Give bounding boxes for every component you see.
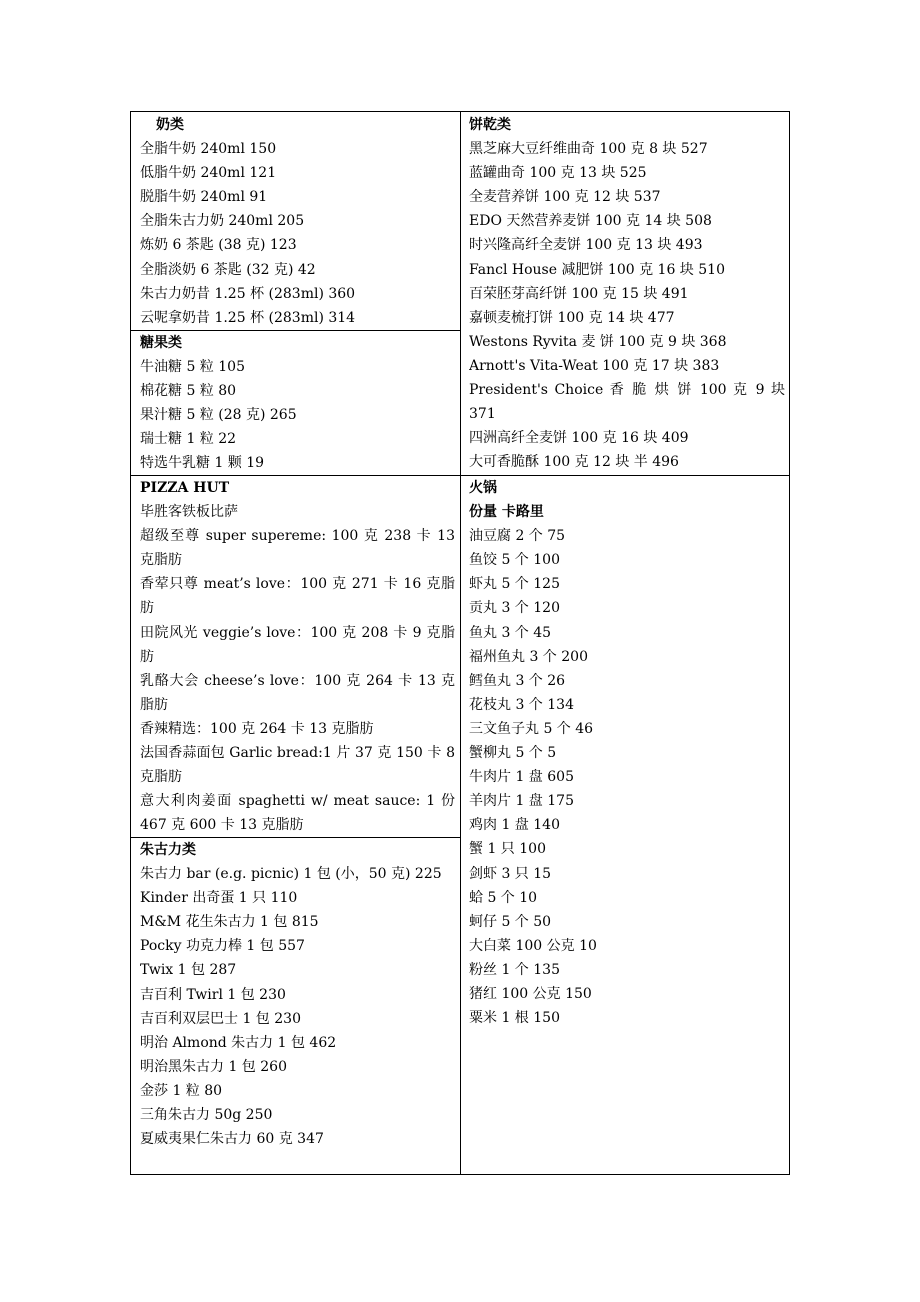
section-chocolate	[140, 838, 455, 1151]
section-hotpot	[469, 476, 785, 1030]
dairy-item: 全脂牛奶 240ml 150	[140, 141, 277, 158]
hotpot-item: 鱼饺 5 个 100	[469, 552, 560, 569]
hotpot-item: 蟹 1 只 100	[469, 841, 546, 858]
hotpot-item: 粟米 1 根 150	[469, 1010, 560, 1027]
hotpot-item: 牛肉片 1 盘 605	[469, 769, 574, 786]
dairy-item: 低脂牛奶 240ml 121	[140, 165, 277, 182]
hotpot-item: 蟹柳丸 5 个 5	[469, 745, 557, 762]
hotpot-item: 粉丝 1 个 135	[469, 961, 560, 978]
chocolate-item: 夏威夷果仁朱古力 60 克 347	[140, 1131, 324, 1148]
chocolate-item: 三角朱古力 50g 250	[140, 1107, 273, 1124]
section-title-pizza: PIZZA HUT	[140, 480, 230, 496]
hotpot-item: 鳕鱼丸 3 个 26	[469, 672, 566, 689]
chocolate-item: 明治黑朱古力 1 包 260	[140, 1058, 287, 1075]
pizza-item: 香辣精选：100 克 264 卡 13 克脂肪	[140, 720, 374, 737]
chocolate-item: 朱古力 bar (e.g. picnic) 1 包 (小，50 克) 225	[140, 866, 442, 883]
section-pizza	[140, 476, 455, 837]
chocolate-item: M&M 花生朱古力 1 包 815	[140, 914, 319, 931]
section-candy	[140, 331, 455, 476]
section-title-chocolate: 朱古力类	[140, 842, 196, 858]
section-title-biscuits: 饼乾类	[469, 117, 511, 133]
candy-item: 瑞士糖 1 粒 22	[140, 431, 237, 448]
pizza-subtitle: 毕胜客铁板比萨	[140, 504, 238, 521]
biscuit-item: 大可香脆酥 100 克 12 块 半 496	[469, 454, 679, 471]
biscuit-item: Fancl House 减肥饼 100 克 16 块 510	[469, 261, 725, 278]
chocolate-item: Twix 1 包 287	[140, 962, 237, 979]
biscuit-item: President's Choice 香 脆 烘 饼 100 克 9 块 371	[469, 382, 785, 423]
hotpot-item: 福州鱼丸 3 个 200	[469, 648, 588, 665]
column-divider	[460, 112, 461, 1174]
chocolate-item: 明治 Almond 朱古力 1 包 462	[140, 1034, 337, 1051]
hotpot-item: 羊肉片 1 盘 175	[469, 793, 574, 810]
biscuit-item: 时兴隆高纤全麦饼 100 克 13 块 493	[469, 237, 703, 254]
biscuit-item: 四洲高纤全麦饼 100 克 16 块 409	[469, 430, 689, 447]
biscuit-item: Westons Ryvita 麦 饼 100 克 9 块 368	[469, 333, 727, 350]
hotpot-item: 花枝丸 3 个 134	[469, 696, 574, 713]
hotpot-item: 猪红 100 公克 150	[469, 985, 592, 1002]
hotpot-item: 剑虾 3 只 15	[469, 865, 552, 882]
biscuit-item: 嘉顿麦梳打饼 100 克 14 块 477	[469, 309, 675, 326]
section-title-hotpot: 火锅	[469, 480, 497, 496]
candy-item: 棉花糖 5 粒 80	[140, 383, 237, 400]
chocolate-item: 金莎 1 粒 80	[140, 1082, 223, 1099]
dairy-item: 全脂朱古力奶 240ml 205	[140, 213, 305, 230]
biscuit-item: 百荣胚芽高纤饼 100 克 15 块 491	[469, 285, 689, 302]
pizza-item: 意大利肉姜面 spaghetti w/ meat sauce: 1 份 467 克 600 卡 13 克脂肪	[140, 793, 455, 834]
hotpot-item: 三文鱼子丸 5 个 46	[469, 720, 594, 737]
hotpot-item: 蛤 5 个 10	[469, 889, 538, 906]
pizza-item: 香荤只尊 meat’s love：100 克 271 卡 16 克脂肪	[140, 576, 455, 617]
hotpot-item: 虾丸 5 个 125	[469, 576, 560, 593]
dairy-item: 炼奶 6 茶匙 (38 克) 123	[140, 237, 297, 254]
biscuit-item: 全麦营养饼 100 克 12 块 537	[469, 189, 661, 206]
pizza-item: 乳酪大会 cheese’s love：100 克 264 卡 13 克脂肪	[140, 672, 455, 713]
pizza-item: 超级至尊 super supereme: 100 克 238 卡 13 克脂肪	[140, 528, 455, 569]
biscuit-item: 蓝罐曲奇 100 克 13 块 525	[469, 165, 647, 182]
hotpot-item: 大白菜 100 公克 10	[469, 937, 597, 954]
dairy-item: 朱古力奶昔 1.25 杯 (283ml) 360	[140, 285, 356, 302]
hotpot-item: 蚵仔 5 个 50	[469, 913, 552, 930]
biscuit-item: EDO 天然营养麦饼 100 克 14 块 508	[469, 213, 712, 230]
chocolate-item: 吉百利双层巴士 1 包 230	[140, 1010, 301, 1027]
section-title-candy: 糖果类	[140, 335, 182, 351]
candy-item: 果汁糖 5 粒 (28 克) 265	[140, 407, 297, 424]
dairy-item: 脱脂牛奶 240ml 91	[140, 189, 268, 206]
dairy-item: 云呢拿奶昔 1.25 杯 (283ml) 314	[140, 309, 356, 326]
pizza-item: 田院风光 veggie’s love：100 克 208 卡 9 克脂肪	[140, 624, 455, 665]
hotpot-item: 贡丸 3 个 120	[469, 600, 560, 617]
dairy-item: 全脂淡奶 6 茶匙 (32 克) 42	[140, 261, 316, 278]
section-dairy	[140, 113, 455, 330]
chocolate-item: 吉百利 Twirl 1 包 230	[140, 986, 286, 1003]
hotpot-item: 鸡肉 1 盘 140	[469, 817, 560, 834]
hotpot-item: 油豆腐 2 个 75	[469, 528, 566, 545]
hotpot-item: 鱼丸 3 个 45	[469, 624, 552, 641]
nutrition-table	[130, 111, 790, 1175]
biscuit-item: 黑芝麻大豆纤维曲奇 100 克 8 块 527	[469, 141, 708, 158]
biscuit-item: Arnott's Vita-Weat 100 克 17 块 383	[469, 357, 720, 374]
section-title-dairy: 奶类	[156, 117, 184, 133]
candy-item: 牛油糖 5 粒 105	[140, 359, 245, 376]
section-biscuits	[469, 113, 785, 474]
pizza-item: 法国香蒜面包 Garlic bread:1 片 37 克 150 卡 8 克脂肪	[140, 745, 455, 786]
chocolate-item: Kinder 出奇蛋 1 只 110	[140, 890, 298, 907]
hotpot-subtitle: 份量 卡路里	[469, 504, 544, 521]
chocolate-item: Pocky 功克力棒 1 包 557	[140, 938, 305, 955]
candy-item: 特选牛乳糖 1 颗 19	[140, 455, 265, 472]
